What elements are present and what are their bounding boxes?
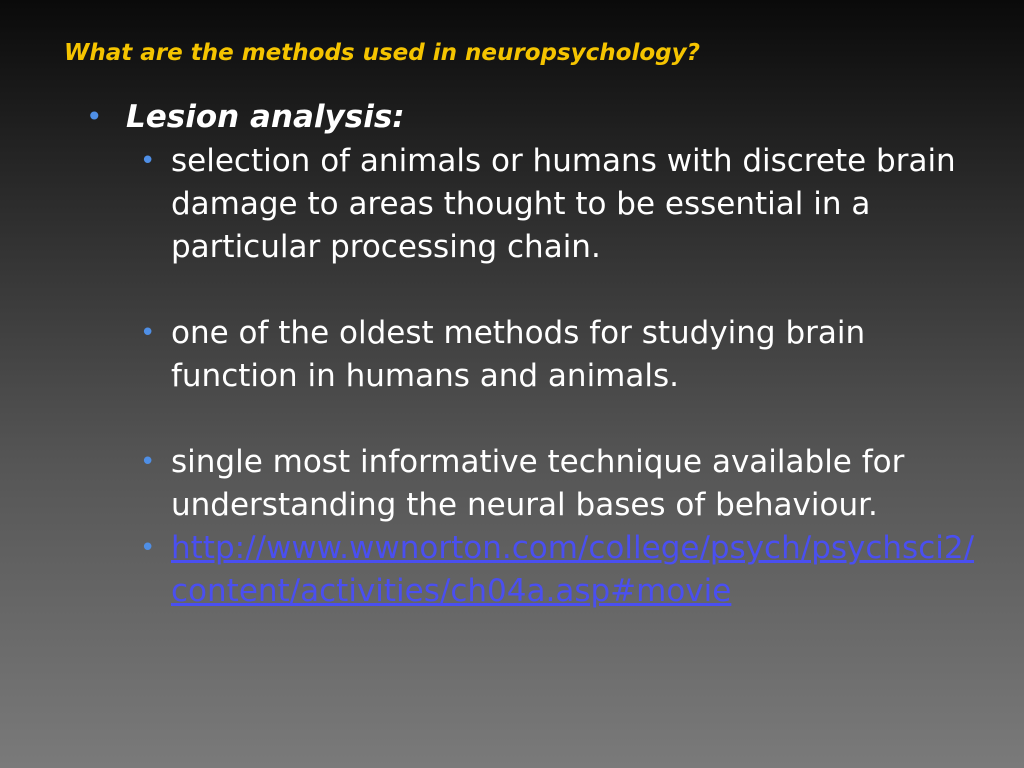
bullet-list <box>0 94 1024 613</box>
sub-bullet-text: one of the oldest methods for studying brain function in humans and animals. <box>171 315 866 394</box>
sub-bullet-link <box>0 527 1024 613</box>
slide-title: What are the methods used in neuropsychology? <box>64 40 700 66</box>
wwnorton-movie-link[interactable]: http://www.wwnorton.com/college/psych/psychsci2/content/activities/ch04a.asp#movie <box>171 530 975 609</box>
sub-bullet-most-informative <box>0 441 1024 527</box>
sub-bullet-dot-icon: • <box>140 447 156 477</box>
sub-bullet-dot-icon: • <box>140 533 156 563</box>
sub-bullet-dot-icon: • <box>140 146 156 176</box>
sub-bullet-text: single most informative technique available for understanding the neural bases of behaviour. <box>171 444 905 523</box>
sub-bullet-list <box>126 140 1024 613</box>
sub-bullet-selection <box>0 140 1024 269</box>
sub-bullet-text: selection of animals or humans with discrete brain damage to areas thought to be essential in a particular processing chain. <box>171 143 956 265</box>
bullet-dot-icon: • <box>86 100 103 133</box>
bullet-heading: Lesion analysis: <box>126 99 405 135</box>
sub-bullet-oldest-method <box>0 312 1024 398</box>
bullet-lesion-analysis <box>0 94 1024 613</box>
sub-bullet-dot-icon: • <box>140 318 156 348</box>
